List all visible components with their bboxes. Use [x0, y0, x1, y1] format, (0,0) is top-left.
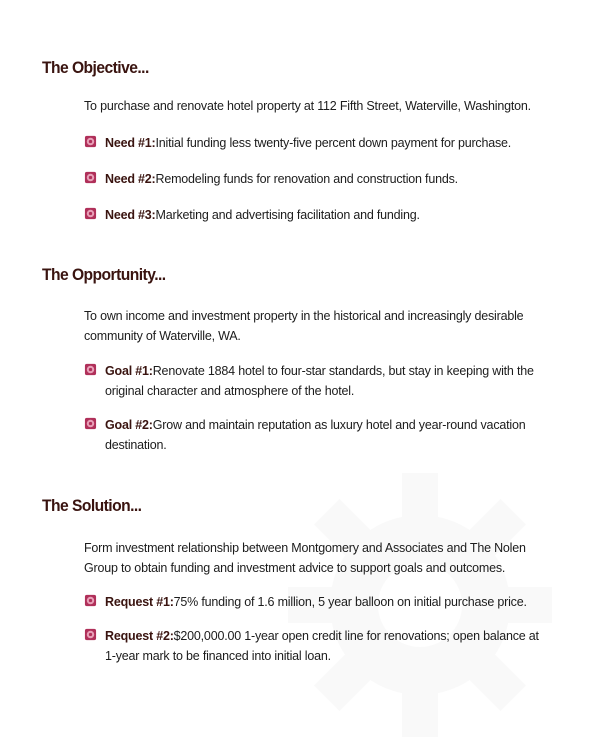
goal-1-text: Renovate 1884 hotel to four-star standards, but stay in keeping with the original character and atmosphere of the hotel.	[105, 364, 534, 398]
objective-need-1	[84, 133, 544, 153]
objective-need-3	[84, 205, 544, 225]
solution-intro: Form investment relationship between Montgomery and Associates and The Nolen Group to obtain funding and investment advice to support goals and outcomes.	[84, 541, 526, 575]
need-1-text: Initial funding less twenty-five percent down payment for purchase.	[155, 136, 512, 150]
opportunity-heading: The Opportunity...	[42, 265, 166, 284]
opportunity-goal-1	[84, 361, 544, 401]
goal-1-label: Goal #1:	[105, 364, 153, 378]
target-bullet-icon	[84, 417, 97, 430]
need-2-text: Remodeling funds for renovation and construction funds.	[155, 172, 458, 186]
request-2-text: $200,000.00 1-year open credit line for renovations; open balance at 1-year mark to be financed into initial loan.	[105, 629, 539, 663]
target-bullet-icon	[84, 207, 97, 220]
need-1-label: Need #1:	[105, 136, 156, 150]
solution-heading: The Solution...	[42, 496, 142, 515]
target-bullet-icon	[84, 363, 97, 376]
target-bullet-icon	[84, 171, 97, 184]
target-bullet-icon	[84, 594, 97, 607]
request-2-label: Request #2:	[105, 629, 174, 643]
opportunity-goal-2	[84, 415, 544, 455]
solution-request-2	[84, 626, 544, 666]
goal-2-text: Grow and maintain reputation as luxury hotel and year-round vacation destination.	[105, 418, 526, 452]
request-1-label: Request #1:	[105, 595, 174, 609]
need-3-label: Need #3:	[105, 208, 156, 222]
need-2-label: Need #2:	[105, 172, 156, 186]
target-bullet-icon	[84, 135, 97, 148]
request-1-text: 75% funding of 1.6 million, 5 year balloon on initial purchase price.	[173, 595, 527, 609]
opportunity-intro: To own income and investment property in the historical and increasingly desirable community of Waterville, WA.	[84, 309, 524, 343]
need-3-text: Marketing and advertising facilitation and funding.	[155, 208, 420, 222]
goal-2-label: Goal #2:	[105, 418, 153, 432]
objective-intro: To purchase and renovate hotel property at 112 Fifth Street, Waterville, Washington.	[84, 99, 531, 113]
solution-request-1	[84, 592, 544, 612]
target-bullet-icon	[84, 628, 97, 641]
objective-need-2	[84, 169, 544, 189]
objective-heading: The Objective...	[42, 58, 149, 77]
